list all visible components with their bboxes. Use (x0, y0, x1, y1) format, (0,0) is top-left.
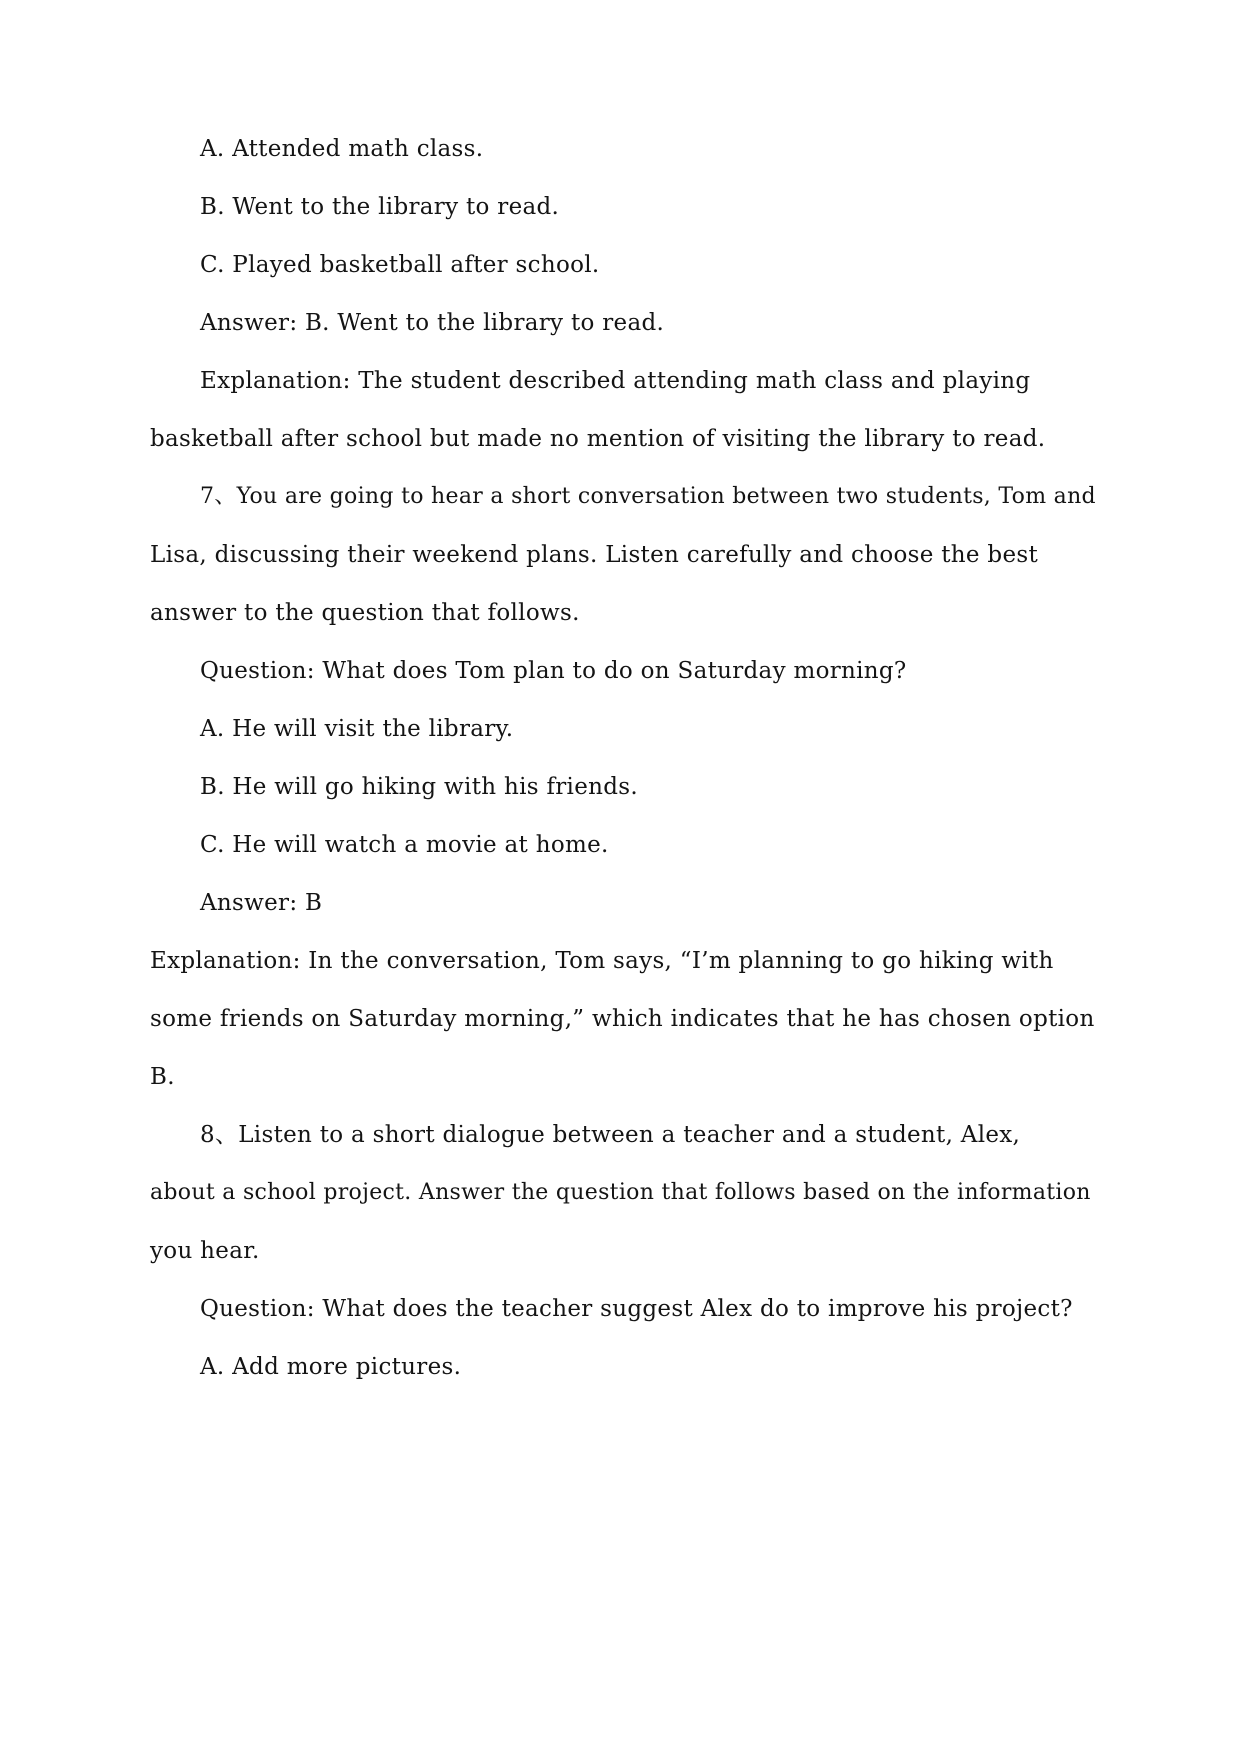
q7-question: Question: What does Tom plan to do on Saturday morning? (200, 658, 907, 684)
q8-question: Question: What does the teacher suggest Alex do to improve his project? (200, 1296, 1073, 1322)
prev-option-a: A. Attended math class. (200, 136, 484, 162)
q7-intro-line-1: 7、You are going to hear a short conversation between two students, Tom and (200, 484, 1096, 509)
q7-option-c: C. He will watch a movie at home. (200, 832, 609, 858)
prev-explanation-line-2: basketball after school but made no mention of visiting the library to read. (150, 426, 1046, 452)
q7-explanation-line-3: B. (150, 1064, 175, 1090)
q7-option-a: A. He will visit the library. (200, 716, 514, 742)
q7-explanation-line-1: Explanation: In the conversation, Tom says, “I’m planning to go hiking with (150, 948, 1054, 974)
prev-option-c: C. Played basketball after school. (200, 252, 600, 278)
q7-explanation-line-2: some friends on Saturday morning,” which indicates that he has chosen option (150, 1006, 1095, 1032)
q7-intro-line-3: answer to the question that follows. (150, 600, 580, 626)
q8-intro-line-3: you hear. (150, 1238, 260, 1264)
prev-explanation-line-1: Explanation: The student described attending math class and playing (200, 368, 1031, 394)
q7-option-b: B. He will go hiking with his friends. (200, 774, 638, 800)
prev-option-b: B. Went to the library to read. (200, 194, 560, 220)
q8-intro-line-1: 8、Listen to a short dialogue between a teacher and a student, Alex, (200, 1122, 1021, 1148)
q8-option-a: A. Add more pictures. (200, 1354, 462, 1380)
q8-intro-line-2: about a school project. Answer the question that follows based on the information (150, 1180, 1091, 1205)
q7-answer: Answer: B (200, 890, 323, 916)
q7-intro-line-2: Lisa, discussing their weekend plans. Listen carefully and choose the best (150, 542, 1039, 568)
prev-answer: Answer: B. Went to the library to read. (200, 310, 665, 336)
